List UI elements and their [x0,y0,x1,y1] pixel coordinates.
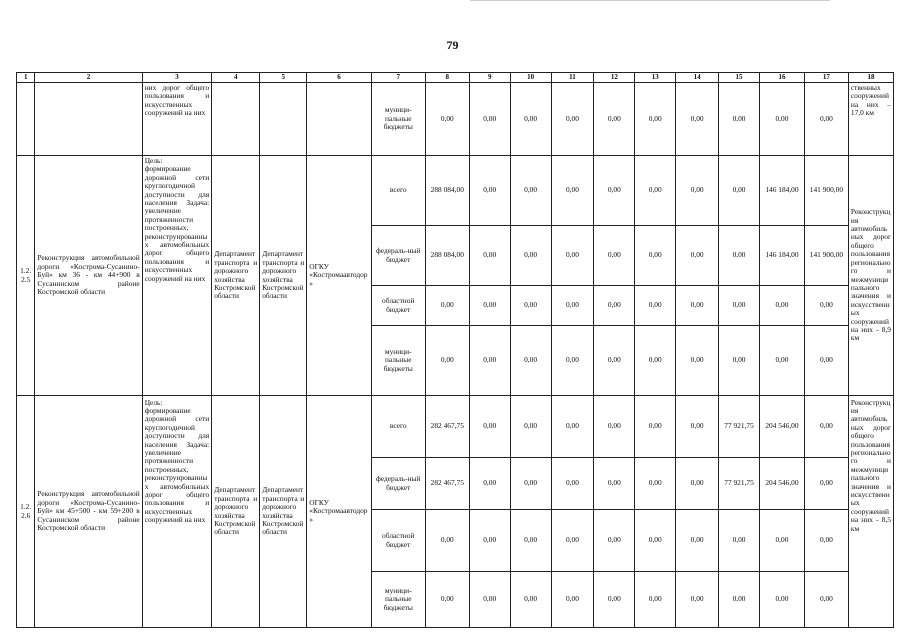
amount-cell: 0,00 [551,156,594,226]
amount-cell: 0,00 [510,226,551,286]
amount-cell: 0,00 [551,326,594,396]
amount-cell: 0,00 [676,83,719,156]
budget-table [16,72,894,628]
amount-cell: 288 084,00 [425,226,469,286]
amount-cell: 0,00 [759,286,804,326]
column-header: 6 [307,73,371,83]
amount-cell: 0,00 [551,510,594,572]
amount-cell: 0,00 [469,286,510,326]
id-cell [17,83,35,156]
dept-cell [260,83,307,156]
goal-text: Цель: формирование дорожной сети круглогодичной доступности для населения Задача: увеличение протяженности построенных, реконструированных автомобильных дорог общего пользования и искусственных сооружений на них [144,398,210,525]
amount-cell: 0,00 [425,286,469,326]
column-header: 18 [848,73,893,83]
funding-source: областной бюджет [371,286,425,326]
item-goal [142,396,212,628]
amount-cell: 0,00 [676,326,719,396]
column-header: 9 [469,73,510,83]
funding-source: муници-пальные бюджеты [371,572,425,628]
amount-cell: 0,00 [804,458,848,510]
item-result [848,396,893,628]
page-number: 79 [446,38,459,52]
amount-cell: 204 546,00 [759,396,804,458]
column-header: 13 [635,73,676,83]
amount-cell: 0,00 [551,396,594,458]
amount-cell: 0,00 [510,83,551,156]
funding-source: областной бюджет [371,510,425,572]
amount-cell: 0,00 [676,156,719,226]
amount-cell: 0,00 [469,156,510,226]
column-header: 12 [594,73,635,83]
column-header: 2 [35,73,142,83]
result-text: ственных сооружений на них – 17,0 км [850,84,891,118]
goal-cell [142,83,212,156]
amount-cell: 0,00 [804,326,848,396]
goal-text: них дорог общего пользования и искусственных сооружений на них [144,84,210,118]
amount-cell: 0,00 [676,510,719,572]
amount-cell: 0,00 [510,286,551,326]
item-executor: ОГКУ «Костромаавтодор» [307,396,371,628]
amount-cell: 0,00 [635,510,676,572]
amount-cell: 282 467,75 [425,458,469,510]
funding-source: всего [371,396,425,458]
column-header: 16 [759,73,804,83]
amount-cell: 0,00 [719,326,760,396]
item-result: Реконструкция автомобильных дорог общего пользования регионального и межмуниципального значения и искусственных сооружений на них - 8,9 км [848,156,893,396]
amount-cell: 0,00 [425,326,469,396]
amount-cell: 288 084,00 [425,156,469,226]
item-id: 1.2.2.5 [17,156,35,396]
table-row [17,396,894,458]
amount-cell: 0,00 [719,510,760,572]
amount-cell: 0,00 [635,83,676,156]
amount-cell: 0,00 [635,396,676,458]
item-id: 1.2.2.6 [17,396,35,628]
amount-cell: 0,00 [719,156,760,226]
amount-cell: 0,00 [676,226,719,286]
amount-cell: 0,00 [719,226,760,286]
funding-source: федераль-ный бюджет [371,226,425,286]
amount-cell: 0,00 [676,458,719,510]
amount-cell: 0,00 [759,510,804,572]
item-dept: Департамент транспорта и дорожного хозяйства Костромской области [260,156,307,396]
amount-cell: 0,00 [719,83,760,156]
amount-cell: 0,00 [469,396,510,458]
amount-cell: 0,00 [510,458,551,510]
name-cell [35,83,142,156]
table-row [17,156,894,226]
amount-cell: 0,00 [510,510,551,572]
amount-cell: 204 546,00 [759,458,804,510]
column-header: 10 [510,73,551,83]
column-header: 7 [371,73,425,83]
amount-cell: 0,00 [804,286,848,326]
scan-edge-line [470,0,830,1]
item-dept: Департамент транспорта и дорожного хозяйства Костромской области [260,396,307,628]
amount-cell: 0,00 [594,572,635,628]
amount-cell: 0,00 [635,458,676,510]
column-header: 14 [676,73,719,83]
column-header: 1 [17,73,35,83]
amount-cell: 0,00 [804,83,848,156]
amount-cell: 146 184,00 [759,226,804,286]
column-header: 11 [551,73,594,83]
amount-cell: 0,00 [425,572,469,628]
amount-cell: 0,00 [635,156,676,226]
amount-cell: 77 921,75 [719,458,760,510]
funding-source: всего [371,156,425,226]
amount-cell: 0,00 [469,83,510,156]
funding-source: муници-пальные бюджеты [371,326,425,396]
amount-cell: 0,00 [510,156,551,226]
amount-cell: 0,00 [594,83,635,156]
amount-cell: 0,00 [425,83,469,156]
amount-cell: 0,00 [594,510,635,572]
amount-cell: 0,00 [469,458,510,510]
column-header: 3 [142,73,212,83]
amount-cell: 0,00 [425,510,469,572]
amount-cell: 0,00 [759,326,804,396]
amount-cell: 0,00 [804,510,848,572]
amount-cell: 0,00 [594,326,635,396]
amount-cell: 0,00 [719,286,760,326]
amount-cell: 0,00 [635,326,676,396]
amount-cell: 0,00 [469,226,510,286]
amount-cell: 0,00 [469,510,510,572]
amount-cell: 141 900,00 [804,156,848,226]
amount-cell: 0,00 [759,83,804,156]
continuation-row [17,83,894,156]
column-number-row [17,73,894,83]
amount-cell: 0,00 [594,458,635,510]
amount-cell: 0,00 [804,396,848,458]
item-dept: Департамент транспорта и дорожного хозяйства Костромской области [212,396,260,628]
item-dept: Департамент транспорта и дорожного хозяйства Костромской области [212,156,260,396]
column-header: 15 [719,73,760,83]
amount-cell: 0,00 [551,286,594,326]
amount-cell: 77 921,75 [719,396,760,458]
amount-cell: 0,00 [804,572,848,628]
amount-cell: 141 900,00 [804,226,848,286]
amount-cell: 0,00 [510,326,551,396]
column-header: 8 [425,73,469,83]
amount-cell: 0,00 [551,458,594,510]
amount-cell: 0,00 [510,572,551,628]
result-text: Реконструкция автомобильных дорог общего пользования регионального и межмуниципального значения и искусственных сооружений на них - 8,5 км [850,398,891,533]
amount-cell: 146 184,00 [759,156,804,226]
amount-cell: 0,00 [594,396,635,458]
amount-cell: 0,00 [594,226,635,286]
amount-cell: 0,00 [469,572,510,628]
executor-cell [307,83,371,156]
amount-cell: 0,00 [594,156,635,226]
amount-cell: 0,00 [676,572,719,628]
column-header: 5 [260,73,307,83]
amount-cell: 0,00 [635,286,676,326]
amount-cell: 0,00 [759,572,804,628]
item-executor: ОГКУ «Костромаавтодор» [307,156,371,396]
funding-source: федераль-ный бюджет [371,458,425,510]
column-header: 4 [212,73,260,83]
amount-cell: 282 467,75 [425,396,469,458]
item-goal: Цель: формирование дорожной сети круглогодичной доступности для населения Задача: увеличение протяженности построенных, реконструированных автомобильных дорог общего пользования и искусственных сооружений на них [142,156,212,396]
amount-cell: 0,00 [719,572,760,628]
amount-cell: 0,00 [676,286,719,326]
amount-cell: 0,00 [635,572,676,628]
amount-cell: 0,00 [551,83,594,156]
item-name: Реконструкция автомобильной дороги «Кострома-Сусанино-Буй» км 45+500 - км 59+200 в Сусанинском районе Костромской области [35,396,142,628]
amount-cell: 0,00 [676,396,719,458]
result-cell [848,83,893,156]
amount-cell: 0,00 [551,226,594,286]
dept-cell [212,83,260,156]
column-header: 17 [804,73,848,83]
item-name: Реконструкция автомобильной дороги «Кострома-Сусанино-Буй» км 36 - км 44+900 в Сусанинском районе Костромской области [35,156,142,396]
amount-cell: 0,00 [551,572,594,628]
amount-cell: 0,00 [510,396,551,458]
funding-source: муници-пальные бюджеты [371,83,425,156]
amount-cell: 0,00 [635,226,676,286]
amount-cell: 0,00 [594,286,635,326]
amount-cell: 0,00 [469,326,510,396]
